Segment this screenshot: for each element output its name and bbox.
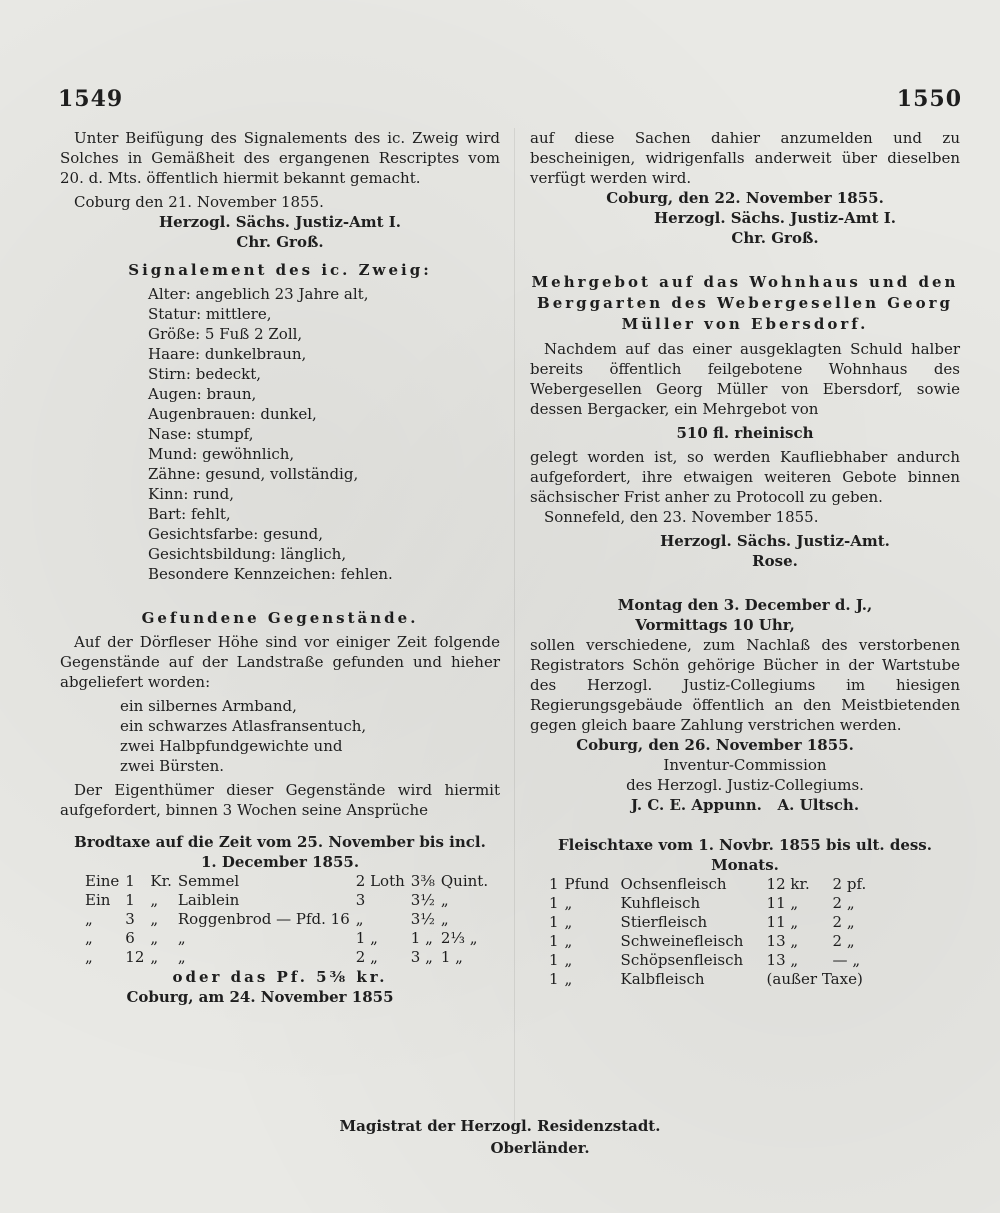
table-cell: Schöpsenfleisch [620, 951, 744, 969]
table-cell: 2 pf. [832, 875, 867, 893]
signalement-item: Zähne: gesund, vollständig, [148, 465, 359, 483]
table-cell: 1 [549, 894, 559, 912]
table-cell: Roggenbrod — Pfd. 16 [177, 910, 350, 928]
table-cell: 2⅓ „ [440, 929, 478, 947]
intro-paragraph: Unter Beifügung des Signalements des ic. Zweig wird Solches in Gemäßheit des ergangenen Rescriptes vom 20. d. Mts. öffentlich hiermit bekannt gemacht. [60, 129, 500, 187]
signalement-item: Nase: stumpf, [148, 425, 254, 443]
signalement-item: Haare: dunkelbraun, [148, 345, 307, 363]
brodtaxe-dateline: Coburg, am 24. November 1855 [126, 988, 394, 1006]
left-column [60, 128, 500, 1007]
table-cell: Laiblein [177, 891, 240, 909]
table-cell: „ [85, 948, 93, 966]
table-cell: „ [177, 948, 186, 966]
mehrgebot-paragraph-2: gelegt worden ist, so werden Kaufliebhaber andurch aufgefordert, ihre etwaigen weiteren Gebote binnen sächsischer Frist anher zu Protocoll zu geben. [530, 448, 960, 506]
mehrgebot-amount: 510 fl. rheinisch [676, 424, 814, 442]
table-cell: 1 [549, 951, 559, 969]
table-cell: „ [564, 894, 573, 912]
table-cell: (außer Taxe) [766, 970, 863, 988]
table-cell: Kalbfleisch [620, 970, 705, 988]
table-row [82, 910, 491, 929]
table-row [82, 872, 491, 891]
table-cell: 1 „ [410, 929, 433, 947]
table-row [546, 875, 869, 894]
table-row [546, 951, 869, 970]
table-cell: 2 „ [832, 932, 855, 950]
table-cell: 1 „ [355, 929, 378, 947]
table-cell: „ [150, 929, 159, 947]
signalement-item: Kinn: rund, [148, 485, 235, 503]
table-cell: „ [150, 891, 159, 909]
signalement-item: Statur: mittlere, [148, 305, 272, 323]
found-item: ein silbernes Armband, [120, 697, 297, 715]
column-divider [514, 128, 515, 1128]
signalement-item: Bart: fehlt, [148, 505, 231, 523]
table-cell: 1 [549, 875, 559, 893]
auction-date: Montag den 3. December d. J., [617, 596, 873, 614]
found-paragraph: Auf der Dörfleser Höhe sind vor einiger Zeit folgende Gegenstände auf der Landstraße gefunden und hieher abgeliefert worden: [60, 633, 500, 691]
found-item: zwei Halbpfundgewichte und [120, 737, 343, 755]
table-cell: Pfund [564, 875, 610, 893]
commission-signers: J. C. E. Appunn. A. Ultsch. [630, 796, 860, 814]
table-row [546, 913, 869, 932]
magistrat-block [300, 1115, 700, 1159]
fleischtaxe-title: Fleischtaxe vom 1. Novbr. 1855 bis ult. dess. Monats. [558, 836, 932, 874]
commission-line: Inventur-Commission [663, 756, 827, 774]
table-row [82, 948, 491, 967]
brodtaxe-footer: oder das Pf. 5⅜ kr. [172, 968, 388, 986]
found-item: zwei Bürsten. [120, 757, 225, 775]
table-cell: 1 [549, 932, 559, 950]
table-cell: „ [177, 929, 186, 947]
table-row [546, 932, 869, 951]
table-cell: „ [440, 891, 449, 909]
magistrat-signer: Oberländer. [490, 1139, 590, 1157]
table-cell: Kuhfleisch [620, 894, 701, 912]
table-cell: „ [150, 910, 159, 928]
table-cell: 3 „ [410, 948, 433, 966]
signalement-item: Augenbrauen: dunkel, [148, 405, 317, 423]
table-cell: 1 [549, 913, 559, 931]
fleischtaxe-table [546, 875, 869, 989]
table-cell: Eine [85, 872, 120, 890]
right-column [530, 128, 960, 989]
dateline: Coburg, den 26. November 1855. [576, 736, 854, 754]
table-cell: 1 [125, 872, 135, 890]
dateline: Sonnefeld, den 23. November 1855. [544, 508, 819, 526]
table-cell: 13 „ [766, 932, 799, 950]
signalement-item: Größe: 5 Fuß 2 Zoll, [148, 325, 303, 343]
table-cell: — „ [832, 951, 861, 969]
table-cell: Stierfleisch [620, 913, 708, 931]
table-cell: 3½ [410, 910, 435, 928]
table-cell: „ [85, 910, 93, 928]
page-number-left: 1549 [58, 86, 124, 112]
table-cell: Semmel [177, 872, 240, 890]
table-cell: 2 „ [832, 894, 855, 912]
signalement-item: Besondere Kennzeichen: fehlen. [148, 565, 393, 583]
table-cell: Ein [85, 891, 111, 909]
table-cell: „ [355, 910, 364, 928]
table-cell: 12 [125, 948, 145, 966]
table-cell: 2 Loth [355, 872, 405, 890]
brodtaxe-subtitle: 1. December 1855. [200, 853, 360, 871]
signalement-list [60, 284, 500, 584]
table-cell: „ [564, 932, 573, 950]
table-cell: 3 [355, 891, 366, 909]
mehrgebot-title: Mehrgebot auf das Wohnhaus und den Berggarten des Webergesellen Georg Müller von Ebersdorf. [531, 273, 959, 333]
signalement-item: Stirn: bedeckt, [148, 365, 261, 383]
table-row [546, 894, 869, 913]
commission-line: des Herzogl. Justiz-Collegiums. [626, 776, 864, 794]
table-cell: 1 [549, 970, 559, 988]
auction-time: Vormittags 10 Uhr, [635, 616, 795, 634]
table-cell: 2 „ [832, 913, 855, 931]
table-cell: 11 „ [766, 894, 799, 912]
table-cell: „ [150, 948, 159, 966]
table-row [546, 970, 869, 989]
table-cell: 11 „ [766, 913, 799, 931]
signalement-item: Mund: gewöhnlich, [148, 445, 295, 463]
owner-paragraph: Der Eigenthümer dieser Gegenstände wird hiermit aufgefordert, binnen 3 Wochen seine Ansprüche [60, 781, 500, 819]
auction-paragraph: sollen verschiedene, zum Nachlaß des verstorbenen Registrators Schön gehörige Bücher in der Wartstube des Herzogl. Justiz-Collegiums im hiesigen Regierungsgebäude öffentlich an den Meistbietenden gegen gleich baare Zahlung verstrichen werden. [530, 636, 960, 734]
signer-name: Chr. Groß. [236, 233, 324, 251]
found-item: ein schwarzes Atlasfransentuch, [120, 717, 367, 735]
page-number-right: 1550 [896, 86, 962, 112]
signalement-item: Gesichtsbildung: länglich, [148, 545, 347, 563]
signalement-item: Augen: braun, [148, 385, 257, 403]
table-cell: 3⅜ [410, 872, 435, 890]
office-name: Herzogl. Sächs. Justiz-Amt I. [159, 213, 401, 231]
table-row [82, 891, 491, 910]
dateline: Coburg den 21. November 1855. [74, 193, 324, 211]
magistrat-line: Magistrat der Herzogl. Residenzstadt. [339, 1117, 661, 1135]
table-cell: 3 [125, 910, 135, 928]
brodtaxe-title: Brodtaxe auf die Zeit vom 25. November bis incl. [74, 833, 486, 851]
table-cell: 2 „ [355, 948, 378, 966]
table-cell: 12 kr. [766, 875, 810, 893]
table-cell: Quint. [440, 872, 489, 890]
table-cell: 13 „ [766, 951, 799, 969]
table-cell: „ [440, 910, 449, 928]
table-cell: Schweinefleisch [620, 932, 744, 950]
signalement-item: Gesichtsfarbe: gesund, [148, 525, 323, 543]
signer-name: Rose. [752, 552, 798, 570]
table-cell: 1 „ [440, 948, 463, 966]
table-cell: „ [564, 913, 573, 931]
table-cell: 3½ [410, 891, 435, 909]
brodtaxe-table [82, 872, 491, 967]
dateline: Coburg, den 22. November 1855. [606, 189, 884, 207]
continuation-paragraph: auf diese Sachen dahier anzumelden und zu bescheinigen, widrigenfalls anderweit über dieselben verfügt werden wird. [530, 129, 960, 187]
mehrgebot-paragraph: Nachdem auf das einer ausgeklagten Schuld halber bereits öffentlich feilgebotene Wohnhaus des Webergesellen Georg Müller von Ebersdorf, sowie dessen Bergacker, ein Mehrgebot von [530, 340, 960, 418]
table-cell: 6 [125, 929, 135, 947]
table-cell: Ochsenfleisch [620, 875, 727, 893]
signalement-item: Alter: angeblich 23 Jahre alt, [148, 285, 369, 303]
table-cell: Kr. [150, 872, 172, 890]
office-name: Herzogl. Sächs. Justiz-Amt I. [654, 209, 896, 227]
table-cell: „ [564, 970, 573, 988]
table-cell: „ [564, 951, 573, 969]
table-cell: „ [85, 929, 93, 947]
found-title: Gefundene Gegenstände. [141, 609, 419, 627]
signalement-title: Signalement des ic. Zweig: [128, 261, 432, 279]
signer-name: Chr. Groß. [731, 229, 819, 247]
table-cell: 1 [125, 891, 135, 909]
table-row [82, 929, 491, 948]
office-name: Herzogl. Sächs. Justiz-Amt. [660, 532, 890, 550]
